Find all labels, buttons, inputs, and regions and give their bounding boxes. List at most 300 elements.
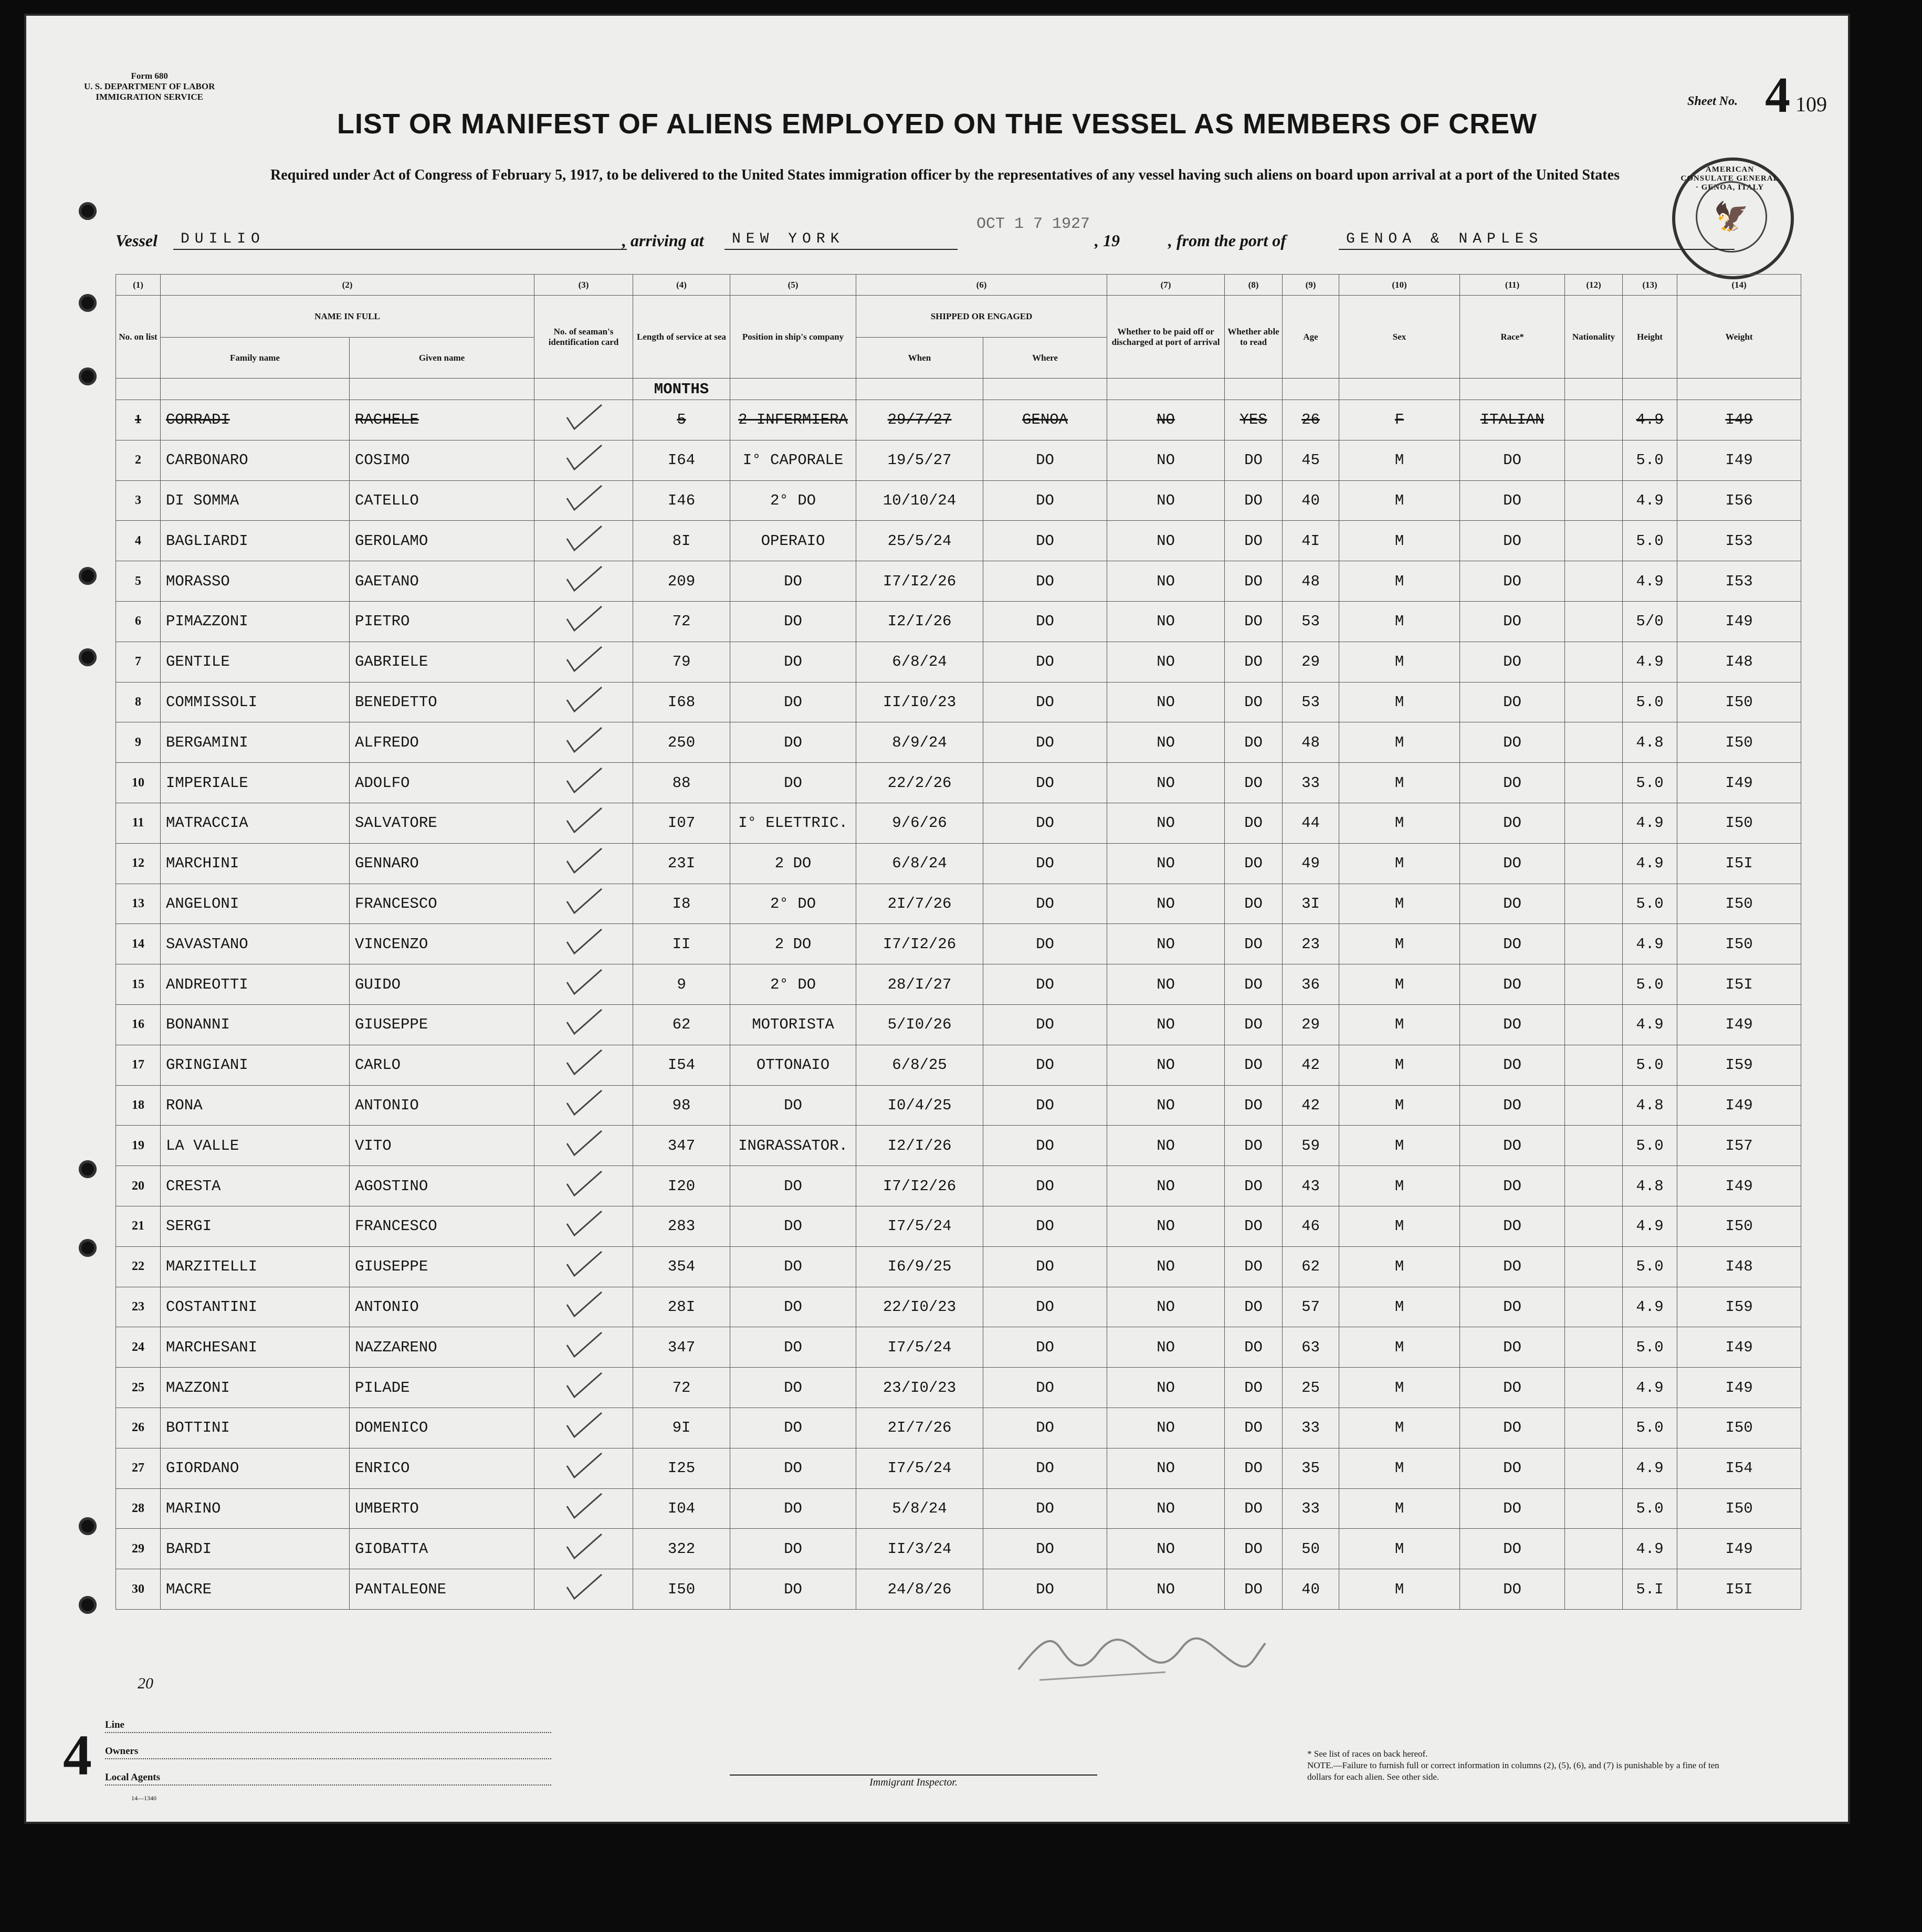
form-code: 14—1340 [131,1794,156,1802]
age: 45 [1283,440,1339,480]
vessel-line [115,231,1743,252]
engaged-place: DO [983,884,1107,924]
table-row [116,763,1801,803]
service-length: 72 [633,601,730,642]
table-row [116,1368,1801,1408]
engaged-date: 23/I0/23 [856,1368,983,1408]
table-row [116,682,1801,722]
ship-position: DO [730,1206,856,1246]
table-row [116,1045,1801,1085]
age: 36 [1283,964,1339,1005]
given-name: SALVATORE [350,803,534,843]
id-card-check [534,722,633,763]
sex: M [1339,480,1460,521]
able-to-read: YES [1225,400,1283,440]
table-body [116,379,1801,1610]
age: 44 [1283,803,1339,843]
penalty-note: NOTE.—Failure to furnish full or correct information in columns (2), (5), (6), and (7) is punishable by a fine of ten dollars for each alien. See other side. [1307,1760,1719,1782]
checkmark-icon [563,1087,605,1119]
table-row [116,884,1801,924]
nationality [1565,924,1623,964]
height: 5.0 [1623,1488,1677,1529]
height: 5.0 [1623,1327,1677,1368]
table-row [116,1408,1801,1448]
paid-off: NO [1107,440,1225,480]
able-to-read: DO [1225,480,1283,521]
weight: I59 [1677,1287,1801,1327]
sex: F [1339,400,1460,440]
engaged-date: I2/I/26 [856,1126,983,1166]
checkmark-icon [563,442,605,474]
family-name: COSTANTINI [161,1287,350,1327]
ship-position: 2° DO [730,964,856,1005]
sheet-number-bottom: 4 [63,1723,92,1787]
paid-off: NO [1107,480,1225,521]
table-row [116,1448,1801,1488]
checkmark-icon [563,1329,605,1361]
paid-off: NO [1107,964,1225,1005]
weight: I49 [1677,1085,1801,1126]
height: 4.9 [1623,843,1677,884]
checkmark-icon [563,563,605,595]
paid-off: NO [1107,924,1225,964]
age: 63 [1283,1327,1339,1368]
id-card-check [534,803,633,843]
line-label: Line [105,1719,551,1733]
weight: I57 [1677,1126,1801,1166]
family-name: SERGI [161,1206,350,1246]
id-card-check [534,1488,633,1529]
race: DO [1460,1368,1565,1408]
paid-off: NO [1107,763,1225,803]
header-length-service: Length of service at sea [633,296,730,379]
engaged-place: DO [983,1408,1107,1448]
age: 43 [1283,1166,1339,1206]
family-name: CARBONARO [161,440,350,480]
engaged-date: 19/5/27 [856,440,983,480]
row-number: 25 [116,1368,161,1408]
row-number: 8 [116,682,161,722]
paid-off: NO [1107,1045,1225,1085]
id-card-check [534,1287,633,1327]
service-length: 347 [633,1126,730,1166]
weight: I5I [1677,1569,1801,1610]
given-name: GUIDO [350,964,534,1005]
nationality [1565,480,1623,521]
id-card-check [534,400,633,440]
row-number: 13 [116,884,161,924]
vessel-label: Vessel [115,231,157,250]
col-num: (1) [116,275,161,296]
row-number: 6 [116,601,161,642]
crew-manifest-table [115,274,1801,1610]
race: DO [1460,1126,1565,1166]
race: DO [1460,1408,1565,1448]
ship-position: DO [730,1408,856,1448]
family-name: MARINO [161,1488,350,1529]
height: 5.0 [1623,682,1677,722]
service-length: 98 [633,1085,730,1126]
able-to-read: DO [1225,1206,1283,1246]
service-length: 250 [633,722,730,763]
engaged-place: DO [983,924,1107,964]
sex: M [1339,1287,1460,1327]
row-number: 5 [116,561,161,602]
header-race: Race* [1460,296,1565,379]
table-row [116,1126,1801,1166]
col-num: (5) [730,275,856,296]
race: DO [1460,1569,1565,1610]
header-nationality: Nationality [1565,296,1623,379]
id-card-check [534,1529,633,1569]
nationality [1565,884,1623,924]
table-row [116,1287,1801,1327]
col-num: (14) [1677,275,1801,296]
given-name: GIUSEPPE [350,1246,534,1287]
id-card-check [534,1408,633,1448]
col-num: (4) [633,275,730,296]
sex: M [1339,521,1460,561]
ship-position: DO [730,1166,856,1206]
sex: M [1339,1488,1460,1529]
engaged-place: DO [983,964,1107,1005]
given-name: ANTONIO [350,1085,534,1126]
paid-off: NO [1107,1166,1225,1206]
id-card-check [534,1206,633,1246]
sheet-label: Sheet No. [1687,94,1738,108]
height: 5.0 [1623,964,1677,1005]
paid-off: NO [1107,803,1225,843]
age: 26 [1283,400,1339,440]
row-number: 7 [116,642,161,682]
engaged-place: GENOA [983,400,1107,440]
sex: M [1339,561,1460,602]
able-to-read: DO [1225,1085,1283,1126]
id-card-check [534,1569,633,1610]
sex: M [1339,803,1460,843]
ship-position: DO [730,1085,856,1126]
weight: I49 [1677,1368,1801,1408]
binder-hole [79,368,97,385]
engaged-date: I7/I2/26 [856,924,983,964]
inspector-signature [1008,1622,1270,1685]
family-name: GENTILE [161,642,350,682]
header-when: When [856,338,983,379]
race: DO [1460,964,1565,1005]
engaged-place: DO [983,1126,1107,1166]
ship-position: MOTORISTA [730,1004,856,1045]
eagle-icon: 🦅 [1696,181,1767,253]
family-name: RONA [161,1085,350,1126]
checkmark-icon [563,926,605,958]
nationality [1565,1368,1623,1408]
able-to-read: DO [1225,1488,1283,1529]
engaged-place: DO [983,1368,1107,1408]
given-name: ANTONIO [350,1287,534,1327]
service-length: 28I [633,1287,730,1327]
able-to-read: DO [1225,843,1283,884]
given-name: FRANCESCO [350,1206,534,1246]
race: DO [1460,521,1565,561]
sex: M [1339,642,1460,682]
nationality [1565,642,1623,682]
paid-off: NO [1107,1529,1225,1569]
ship-position: DO [730,601,856,642]
id-card-check [534,1166,633,1206]
race: DO [1460,1004,1565,1045]
weight: I49 [1677,763,1801,803]
checkmark-icon [563,1370,605,1401]
nationality [1565,440,1623,480]
height: 4.9 [1623,1004,1677,1045]
table-row [116,400,1801,440]
checkmark-icon [563,603,605,635]
engaged-place: DO [983,1529,1107,1569]
engaged-place: DO [983,561,1107,602]
weight: I50 [1677,1206,1801,1246]
weight: I53 [1677,561,1801,602]
able-to-read: DO [1225,884,1283,924]
able-to-read: DO [1225,1408,1283,1448]
service-length: 5 [633,400,730,440]
service-length: I07 [633,803,730,843]
engaged-date: 2I/7/26 [856,1408,983,1448]
engaged-place: DO [983,682,1107,722]
able-to-read: DO [1225,642,1283,682]
paid-off: NO [1107,400,1225,440]
weight: I50 [1677,803,1801,843]
family-name: GRINGIANI [161,1045,350,1085]
race: DO [1460,843,1565,884]
weight: I50 [1677,1488,1801,1529]
months-label: MONTHS [633,379,730,400]
row-number: 2 [116,440,161,480]
col-num: (6) [856,275,1107,296]
checkmark-icon [563,1006,605,1038]
family-name: MAZZONI [161,1368,350,1408]
weight: I50 [1677,722,1801,763]
sex: M [1339,601,1460,642]
checkmark-icon [563,482,605,514]
sex: M [1339,924,1460,964]
table-row [116,843,1801,884]
nationality [1565,1246,1623,1287]
sex: M [1339,763,1460,803]
table-row [116,1085,1801,1126]
checkmark-icon [563,644,605,675]
year-label: , 19 [1095,231,1120,250]
service-length: I8 [633,884,730,924]
service-length: 9I [633,1408,730,1448]
sex: M [1339,1529,1460,1569]
engaged-date: 29/7/27 [856,400,983,440]
table-row [116,803,1801,843]
weight: I50 [1677,924,1801,964]
sex: M [1339,1206,1460,1246]
age: 3I [1283,884,1339,924]
department-name: U. S. DEPARTMENT OF LABOR [84,81,215,91]
checkmark-icon [563,805,605,836]
checkmark-icon [563,765,605,796]
ship-position: DO [730,1327,856,1368]
able-to-read: DO [1225,1166,1283,1206]
given-name: CATELLO [350,480,534,521]
id-card-check [534,480,633,521]
race: DO [1460,1246,1565,1287]
paid-off: NO [1107,1408,1225,1448]
service-length: I54 [633,1045,730,1085]
race: DO [1460,561,1565,602]
paid-off: NO [1107,561,1225,602]
weight: I49 [1677,1327,1801,1368]
document-subtitle: Required under Act of Congress of February 5, 1917, to be delivered to the United States immigration officer by the representatives of any vessel having such aliens on board upon arrival at a port of the United States [270,167,1620,183]
paid-off: NO [1107,601,1225,642]
table-row [116,1206,1801,1246]
engaged-place: DO [983,1448,1107,1488]
ship-position: DO [730,1569,856,1610]
id-card-check [534,1327,633,1368]
family-name: BONANNI [161,1004,350,1045]
able-to-read: DO [1225,1529,1283,1569]
row-number: 1 [116,400,161,440]
engaged-date: 6/8/25 [856,1045,983,1085]
service-length: I50 [633,1569,730,1610]
paid-off: NO [1107,843,1225,884]
header-family-name: Family name [161,338,350,379]
engaged-date: II/I0/23 [856,682,983,722]
row-number: 9 [116,722,161,763]
service-length: I64 [633,440,730,480]
sex: M [1339,1408,1460,1448]
service-length: I68 [633,682,730,722]
able-to-read: DO [1225,1327,1283,1368]
id-card-check [534,682,633,722]
checkmark-icon [563,684,605,716]
service-length: 88 [633,763,730,803]
id-card-check [534,964,633,1005]
height: 5.0 [1623,1408,1677,1448]
arrival-port: NEW YORK [724,231,958,250]
weight: I49 [1677,1166,1801,1206]
paid-off: NO [1107,1246,1225,1287]
given-name: PIETRO [350,601,534,642]
row-number: 27 [116,1448,161,1488]
given-name: AGOSTINO [350,1166,534,1206]
checkmark-icon [563,1450,605,1482]
given-name: GABRIELE [350,642,534,682]
family-name: ANGELONI [161,884,350,924]
id-card-check [534,521,633,561]
paid-off: NO [1107,642,1225,682]
units-row [116,379,1801,400]
engaged-place: DO [983,1246,1107,1287]
age: 40 [1283,1569,1339,1610]
id-card-check [534,1448,633,1488]
given-name: VINCENZO [350,924,534,964]
given-name: ADOLFO [350,763,534,803]
sex: M [1339,1246,1460,1287]
row-number: 22 [116,1246,161,1287]
paid-off: NO [1107,1206,1225,1246]
id-card-check [534,1085,633,1126]
table-row [116,1569,1801,1610]
given-name: GIUSEPPE [350,1004,534,1045]
engaged-place: DO [983,521,1107,561]
engaged-date: 28/I/27 [856,964,983,1005]
age: 42 [1283,1085,1339,1126]
family-name: MARCHESANI [161,1327,350,1368]
checkmark-icon [563,967,605,998]
sex: M [1339,843,1460,884]
binder-hole [79,567,97,585]
engaged-place: DO [983,843,1107,884]
nationality [1565,1126,1623,1166]
table-row [116,480,1801,521]
family-name: MACRE [161,1569,350,1610]
nationality [1565,1408,1623,1448]
weight: I59 [1677,1045,1801,1085]
weight: I54 [1677,1448,1801,1488]
race: DO [1460,722,1565,763]
given-name: RACHELE [350,400,534,440]
engaged-date: 6/8/24 [856,642,983,682]
ship-position: DO [730,561,856,602]
arriving-label: , arriving at [622,231,704,250]
height: 4.8 [1623,722,1677,763]
engaged-place: DO [983,601,1107,642]
engaged-date: 22/2/26 [856,763,983,803]
race: DO [1460,440,1565,480]
height: 5.0 [1623,440,1677,480]
service-length: 209 [633,561,730,602]
age: 29 [1283,642,1339,682]
engaged-date: I7/I2/26 [856,1166,983,1206]
paid-off: NO [1107,1448,1225,1488]
family-name: PIMAZZONI [161,601,350,642]
race: DO [1460,1085,1565,1126]
race: DO [1460,1529,1565,1569]
nationality [1565,400,1623,440]
engaged-date: 8/9/24 [856,722,983,763]
row-number: 14 [116,924,161,964]
sex: M [1339,1126,1460,1166]
race: DO [1460,884,1565,924]
given-name: FRANCESCO [350,884,534,924]
family-name: BERGAMINI [161,722,350,763]
race: DO [1460,1166,1565,1206]
header-name-in-full: NAME IN FULL [161,296,534,338]
paid-off: NO [1107,1327,1225,1368]
paid-off: NO [1107,1287,1225,1327]
col-num: (9) [1283,275,1339,296]
paid-off: NO [1107,521,1225,561]
nationality [1565,803,1623,843]
family-name: DI SOMMA [161,480,350,521]
race: DO [1460,642,1565,682]
checkmark-icon [563,886,605,917]
paid-off: NO [1107,682,1225,722]
from-port-label: , from the port of [1168,231,1286,250]
age: 25 [1283,1368,1339,1408]
col-num: (12) [1565,275,1623,296]
weight: I50 [1677,682,1801,722]
paid-off: NO [1107,884,1225,924]
age: 57 [1283,1287,1339,1327]
age: 29 [1283,1004,1339,1045]
able-to-read: DO [1225,964,1283,1005]
owners-label: Owners [105,1746,551,1759]
ship-position: 2° DO [730,480,856,521]
